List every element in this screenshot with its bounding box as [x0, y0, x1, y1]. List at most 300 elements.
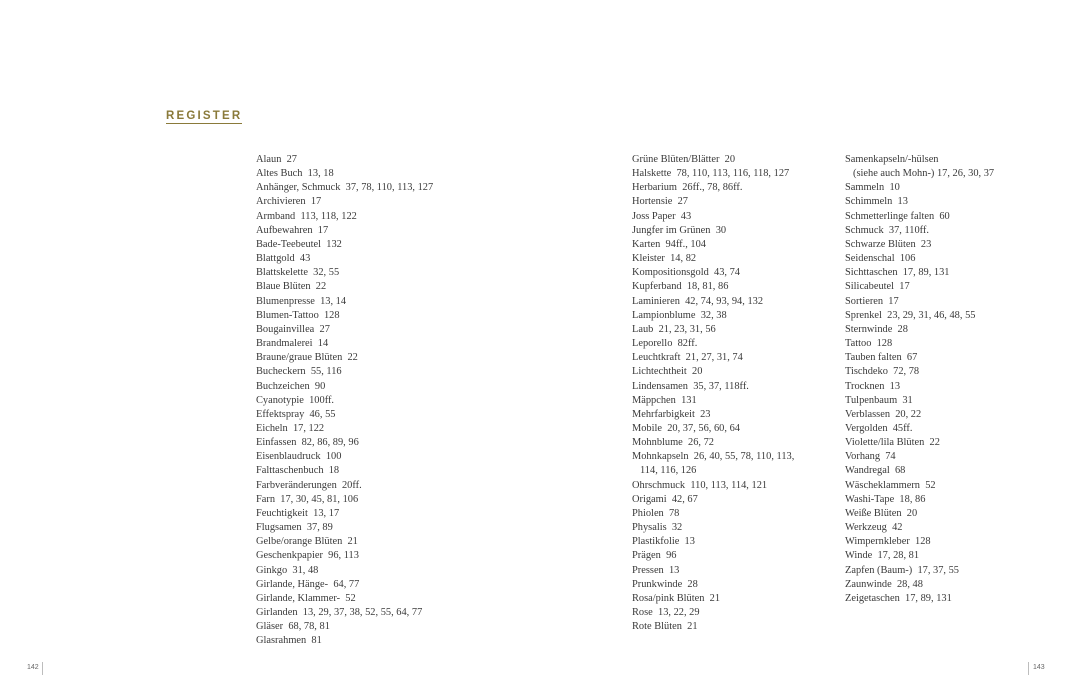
index-entry: [256, 266, 433, 280]
index-pages: 32, 55: [313, 267, 340, 279]
index-pages: 52: [345, 592, 356, 604]
index-term: Tattoo: [845, 338, 872, 350]
index-term: Armband: [256, 210, 296, 222]
index-pages: 14, 82: [670, 253, 697, 265]
index-term: Blumen-Tattoo: [256, 309, 319, 321]
index-term: Sortieren: [845, 295, 884, 307]
index-term: Winde: [845, 550, 873, 562]
index-pages: 17: [899, 281, 910, 293]
index-entry: [845, 181, 994, 195]
index-term: Eisenblaudruck: [256, 451, 321, 463]
index-term: Joss Paper: [632, 210, 676, 222]
index-pages: 55, 116: [310, 366, 342, 378]
index-pages: 100: [325, 451, 342, 463]
index-pages: 13, 17: [313, 507, 340, 519]
index-entry: [256, 309, 433, 323]
index-term: Rose: [632, 607, 653, 618]
index-pages: 68: [894, 465, 906, 477]
index-pages: 74: [885, 451, 896, 463]
index-pages: 82, 86, 89, 96: [301, 437, 359, 449]
index-pages: 13: [668, 564, 680, 576]
index-entry: [256, 564, 433, 578]
index-entry: [845, 564, 994, 578]
index-entry: [256, 464, 433, 478]
index-entry: [845, 337, 994, 351]
index-pages: 14: [317, 338, 329, 350]
index-column-3: [845, 153, 994, 606]
index-entry: [256, 422, 433, 436]
index-entry: [632, 380, 794, 394]
index-pages: 31: [902, 394, 913, 406]
index-term: Braune/graue Blüten: [256, 352, 343, 364]
index-term: Blattgold: [256, 253, 295, 265]
index-pages: 110, 113, 114, 121: [690, 479, 768, 491]
index-pages: 67: [906, 352, 918, 364]
index-term: Mobile: [632, 422, 663, 434]
index-term: Herbarium: [632, 182, 678, 194]
index-pages: 21: [709, 592, 721, 604]
index-term: Bougainvillea: [256, 323, 315, 335]
index-pages: 128: [876, 338, 893, 350]
index-pages: 17: [310, 196, 322, 208]
index-term: Origami: [632, 493, 667, 505]
index-term: Mehrfarbigkeit: [632, 408, 695, 420]
index-term: Blumenpresse: [256, 295, 315, 307]
index-pages: 13, 18: [307, 168, 334, 180]
index-term: Jungfer im Grünen: [632, 224, 711, 236]
index-pages: 100ff.: [309, 394, 335, 406]
index-term: Lampionblume: [632, 309, 696, 321]
index-term: Farbveränderungen: [256, 479, 337, 491]
index-pages: 23: [700, 408, 711, 420]
index-pages: 52: [925, 479, 936, 491]
index-entry: [632, 167, 794, 181]
index-pages: 128: [915, 536, 931, 548]
index-pages: 27: [677, 196, 688, 208]
index-pages: 26, 40, 55, 78, 110, 113,: [693, 451, 795, 463]
index-term: Samenkapseln/-hülsen: [845, 154, 939, 165]
index-term: Werkzeug: [845, 522, 887, 534]
index-term: Grüne Blüten/Blätter: [632, 154, 720, 165]
index-entry: [632, 422, 794, 436]
index-term: Phiolen: [632, 507, 664, 519]
index-pages: 17, 37, 55: [917, 564, 959, 576]
index-entry: [632, 521, 794, 535]
index-term: Girlanden: [256, 607, 298, 618]
index-pages: 42, 74, 93, 94, 132: [685, 295, 764, 307]
index-entry: [632, 592, 794, 606]
index-term: Rosa/pink Blüten: [632, 592, 705, 604]
index-entry: [256, 238, 433, 252]
index-term: Feuchtigkeit: [256, 507, 308, 519]
index-entry: [632, 309, 794, 323]
index-continuation: (siehe auch Mohn-) 17, 26, 30, 37: [853, 168, 995, 180]
index-term: Zeigetaschen: [845, 592, 900, 604]
index-pages: 43: [680, 210, 692, 222]
index-entry: [256, 450, 433, 464]
index-term: Gelbe/orange Blüten: [256, 536, 343, 548]
index-term: Eicheln: [256, 422, 288, 434]
index-column-1: [256, 153, 433, 648]
index-pages: 42: [892, 522, 903, 534]
index-entry: [632, 394, 794, 408]
index-term: Washi-Tape: [845, 493, 895, 505]
index-entry: [632, 266, 794, 280]
index-pages: 20ff.: [341, 479, 362, 491]
index-pages: 81: [311, 635, 322, 647]
index-entry: [632, 606, 794, 620]
index-term: Lichtechtheit: [632, 366, 687, 378]
index-term: Gläser: [256, 621, 284, 633]
index-term: Alaun: [256, 154, 282, 165]
index-entry: [256, 493, 433, 507]
index-pages: 13: [684, 536, 695, 548]
index-term: Plastikfolie: [632, 536, 680, 548]
index-term: Schmetterlinge falten: [845, 210, 935, 222]
page-edge-mark-left: [42, 662, 43, 675]
index-entry: [256, 606, 433, 620]
index-term: Silicabeutel: [845, 281, 895, 293]
index-term: Schmuck: [845, 224, 884, 236]
index-pages: 13: [889, 380, 901, 392]
index-entry: [845, 493, 994, 507]
index-term: Cyanotypie: [256, 394, 304, 406]
index-entry: [256, 295, 433, 309]
index-pages: 45ff.: [892, 422, 913, 434]
index-entry: [632, 493, 794, 507]
index-pages: 18, 86: [899, 493, 926, 505]
index-entry: [256, 181, 433, 195]
index-term: Sprenkel: [845, 309, 882, 321]
register-heading: REGISTER: [166, 110, 243, 122]
index-pages: 78, 110, 113, 116, 118, 127: [676, 168, 790, 180]
index-entry: [256, 252, 433, 266]
index-entry: [632, 549, 794, 563]
index-term: Mohnkapseln: [632, 451, 689, 463]
index-pages: 18, 81, 86: [686, 281, 729, 293]
index-pages: 21, 27, 31, 74: [685, 352, 743, 364]
index-term: Sichttaschen: [845, 267, 898, 279]
index-term: Aufbewahren: [256, 224, 313, 236]
index-pages: 17, 89, 131: [905, 592, 952, 604]
index-pages: 28, 48: [896, 578, 923, 590]
index-entry: [632, 181, 794, 195]
index-entry: [256, 394, 433, 408]
index-term: Wandregal: [845, 465, 890, 477]
index-entry: [632, 295, 794, 309]
index-pages: 94ff., 104: [665, 238, 706, 250]
index-entry: [632, 479, 794, 493]
index-term: Kompositionsgold: [632, 267, 709, 279]
index-term: Zapfen (Baum-): [845, 564, 913, 576]
index-term: Vergolden: [845, 422, 888, 434]
index-entry: [256, 351, 433, 365]
index-entry: [845, 592, 994, 606]
index-pages: 60: [939, 210, 950, 222]
index-term: Schimmeln: [845, 196, 893, 208]
index-entry: [256, 337, 433, 351]
index-entry: [845, 153, 994, 181]
index-entry: [845, 507, 994, 521]
index-pages: 128: [323, 309, 340, 321]
index-entry: [845, 224, 994, 238]
index-term: Verblassen: [845, 408, 891, 420]
index-term: Pressen: [632, 564, 664, 576]
index-entry: [256, 507, 433, 521]
index-entry: [256, 280, 433, 294]
index-term: Anhänger, Schmuck: [256, 182, 341, 194]
index-term: Girlande, Klammer-: [256, 592, 341, 604]
index-pages: 20, 22: [895, 408, 922, 420]
index-entry: [256, 224, 433, 238]
index-entry: [845, 309, 994, 323]
index-entry: [845, 422, 994, 436]
index-term: Sammeln: [845, 182, 885, 194]
index-pages: 32, 38: [700, 309, 727, 321]
index-pages: 37, 89: [306, 522, 333, 534]
index-term: Wäscheklammern: [845, 479, 921, 491]
index-entry: [632, 564, 794, 578]
index-entry: [632, 408, 794, 422]
index-entry: [256, 634, 433, 648]
index-entry: [632, 450, 794, 478]
index-term: Wimpernkleber: [845, 536, 910, 548]
index-entry: [845, 549, 994, 563]
index-term: Seidenschal: [845, 253, 895, 265]
index-pages: 13, 29, 37, 38, 52, 55, 64, 77: [302, 607, 423, 618]
index-entry: [845, 535, 994, 549]
index-entry: [845, 380, 994, 394]
index-term: Bade-Teebeutel: [256, 238, 322, 250]
index-pages: 132: [326, 238, 342, 250]
index-pages: 17, 89, 131: [902, 267, 950, 279]
index-entry: [632, 153, 794, 167]
index-entry: [256, 195, 433, 209]
index-term: Flugsamen: [256, 522, 302, 534]
index-entry: [845, 252, 994, 266]
index-entry: [632, 578, 794, 592]
index-entry: [256, 592, 433, 606]
index-pages: 13, 22, 29: [658, 607, 700, 618]
index-entry: [256, 408, 433, 422]
index-term: Trocknen: [845, 380, 885, 392]
index-entry: [845, 450, 994, 464]
index-pages: 22: [929, 437, 940, 449]
index-term: Zaunwinde: [845, 578, 892, 590]
index-pages: 43: [299, 253, 311, 265]
index-pages: 31, 48: [292, 564, 319, 576]
index-term: Laub: [632, 323, 654, 335]
index-term: Bucheckern: [256, 366, 306, 378]
index-pages: 23: [920, 238, 932, 250]
index-pages: 26ff., 78, 86ff.: [682, 182, 743, 194]
index-pages: 10: [889, 182, 900, 194]
index-term: Brandmalerei: [256, 338, 313, 350]
index-entry: [845, 238, 994, 252]
index-pages: 17: [888, 295, 899, 307]
index-entry: [256, 323, 433, 337]
index-entry: [256, 549, 433, 563]
index-term: Violette/lila Blüten: [845, 437, 925, 449]
index-pages: 13, 14: [320, 295, 347, 307]
index-entry: [632, 351, 794, 365]
index-term: Tauben falten: [845, 352, 902, 364]
index-pages: 46, 55: [309, 408, 336, 420]
index-pages: 26, 72: [688, 437, 714, 449]
index-pages: 106: [899, 253, 916, 265]
index-pages: 13: [897, 196, 908, 208]
index-entry: [632, 337, 794, 351]
index-entry: [845, 210, 994, 224]
index-entry: [632, 620, 794, 634]
index-entry: [632, 224, 794, 238]
index-pages: 21: [347, 536, 358, 548]
index-entry: [845, 578, 994, 592]
page-number-right: 143: [1033, 664, 1045, 671]
index-pages: 17: [317, 224, 329, 236]
index-pages: 96: [666, 550, 677, 562]
index-term: Prägen: [632, 550, 661, 562]
index-term: Blaue Blüten: [256, 281, 311, 293]
index-term: Sternwinde: [845, 323, 893, 335]
index-pages: 32: [671, 522, 683, 534]
index-pages: 22: [315, 281, 327, 293]
index-entry: [845, 436, 994, 450]
index-pages: 20: [906, 507, 918, 519]
index-entry: [845, 464, 994, 478]
index-entry: [845, 394, 994, 408]
index-term: Halskette: [632, 168, 672, 180]
index-term: Kleister: [632, 253, 665, 265]
index-pages: 17, 30, 45, 81, 106: [280, 493, 359, 505]
index-entry: [256, 479, 433, 493]
index-entry: [632, 436, 794, 450]
index-term: Effektspray: [256, 408, 305, 420]
index-term: Girlande, Hänge-: [256, 578, 329, 590]
index-term: Farn: [256, 493, 276, 505]
index-term: Hortensie: [632, 196, 673, 208]
index-entry: [845, 295, 994, 309]
index-term: Mohnblume: [632, 437, 683, 449]
index-term: Physalis: [632, 522, 667, 534]
index-term: Altes Buch: [256, 168, 303, 180]
index-term: Tulpenbaum: [845, 394, 898, 406]
index-term: Ginkgo: [256, 564, 288, 576]
index-pages: 37, 78, 110, 113, 127: [345, 182, 434, 194]
index-pages: 113, 118, 122: [300, 210, 357, 222]
index-pages: 78: [668, 507, 680, 519]
index-entry: [632, 210, 794, 224]
index-term: Falttaschenbuch: [256, 465, 324, 477]
index-entry: [256, 380, 433, 394]
index-pages: 21, 23, 31, 56: [658, 323, 716, 335]
index-pages: 35, 37, 118ff.: [693, 380, 749, 392]
index-term: Mäppchen: [632, 394, 676, 406]
index-entry: [256, 578, 433, 592]
index-term: Karten: [632, 238, 661, 250]
index-entry: [256, 365, 433, 379]
index-pages: 96, 113: [328, 550, 359, 562]
index-term: Schwarze Blüten: [845, 238, 916, 250]
index-entry: [845, 195, 994, 209]
index-pages: 20, 37, 56, 60, 64: [667, 422, 740, 434]
index-entry: [632, 252, 794, 266]
index-pages: 42, 67: [671, 493, 698, 505]
index-pages: 90: [314, 380, 326, 392]
index-pages: 27: [319, 323, 330, 335]
index-pages: 22: [347, 352, 358, 364]
index-entry: [845, 408, 994, 422]
index-entry: [632, 323, 794, 337]
index-entry: [256, 535, 433, 549]
index-entry: [632, 238, 794, 252]
index-term: Kupferband: [632, 281, 682, 293]
index-term: Rote Blüten: [632, 621, 682, 633]
index-entry: [256, 210, 433, 224]
index-term: Vorhang: [845, 451, 881, 463]
index-pages: 23, 29, 31, 46, 48, 55: [887, 309, 976, 321]
index-term: Archivieren: [256, 196, 306, 208]
index-term: Buchzeichen: [256, 380, 310, 392]
page-number-left: 142: [27, 664, 39, 671]
index-entry: [256, 620, 433, 634]
index-entry: [256, 167, 433, 181]
index-entry: [845, 479, 994, 493]
index-entry: [845, 266, 994, 280]
index-term: Glasrahmen: [256, 635, 307, 647]
index-entry: [256, 521, 433, 535]
index-entry: [845, 365, 994, 379]
page-edge-mark-right: [1028, 662, 1029, 675]
index-pages: 21: [687, 621, 698, 633]
index-term: Einfassen: [256, 437, 297, 449]
index-pages: 18: [328, 465, 340, 477]
index-pages: 37, 110ff.: [888, 224, 929, 236]
index-term: Prunkwinde: [632, 578, 683, 590]
index-term: Leuchtkraft: [632, 352, 681, 364]
index-pages: 82ff.: [677, 338, 698, 350]
index-pages: 28: [897, 323, 908, 335]
index-term: Blattskelette: [256, 267, 308, 279]
index-entry: [845, 521, 994, 535]
index-continuation: 114, 116, 126: [640, 465, 697, 477]
index-pages: 17, 28, 81: [877, 550, 920, 562]
index-term: Tischdeko: [845, 366, 888, 378]
index-entry: [632, 535, 794, 549]
index-pages: 64, 77: [333, 578, 360, 590]
index-term: Leporello: [632, 338, 673, 350]
index-entry: [845, 351, 994, 365]
index-entry: [256, 153, 433, 167]
index-term: Laminieren: [632, 295, 680, 307]
index-term: Ohrschmuck: [632, 479, 686, 491]
index-pages: 27: [286, 154, 297, 165]
index-entry: [845, 323, 994, 337]
index-entry: [256, 436, 433, 450]
index-term: Geschenkpapier: [256, 550, 323, 562]
index-pages: 20: [724, 154, 736, 165]
index-entry: [845, 280, 994, 294]
index-entry: [632, 280, 794, 294]
index-entry: [632, 365, 794, 379]
index-term: Lindensamen: [632, 380, 688, 392]
index-term: Weiße Blüten: [845, 507, 902, 519]
index-pages: 20: [692, 366, 703, 378]
index-pages: 17, 122: [292, 422, 325, 434]
index-pages: 72, 78: [893, 366, 920, 378]
index-pages: 43, 74: [714, 267, 740, 279]
index-column-2: [632, 153, 794, 634]
